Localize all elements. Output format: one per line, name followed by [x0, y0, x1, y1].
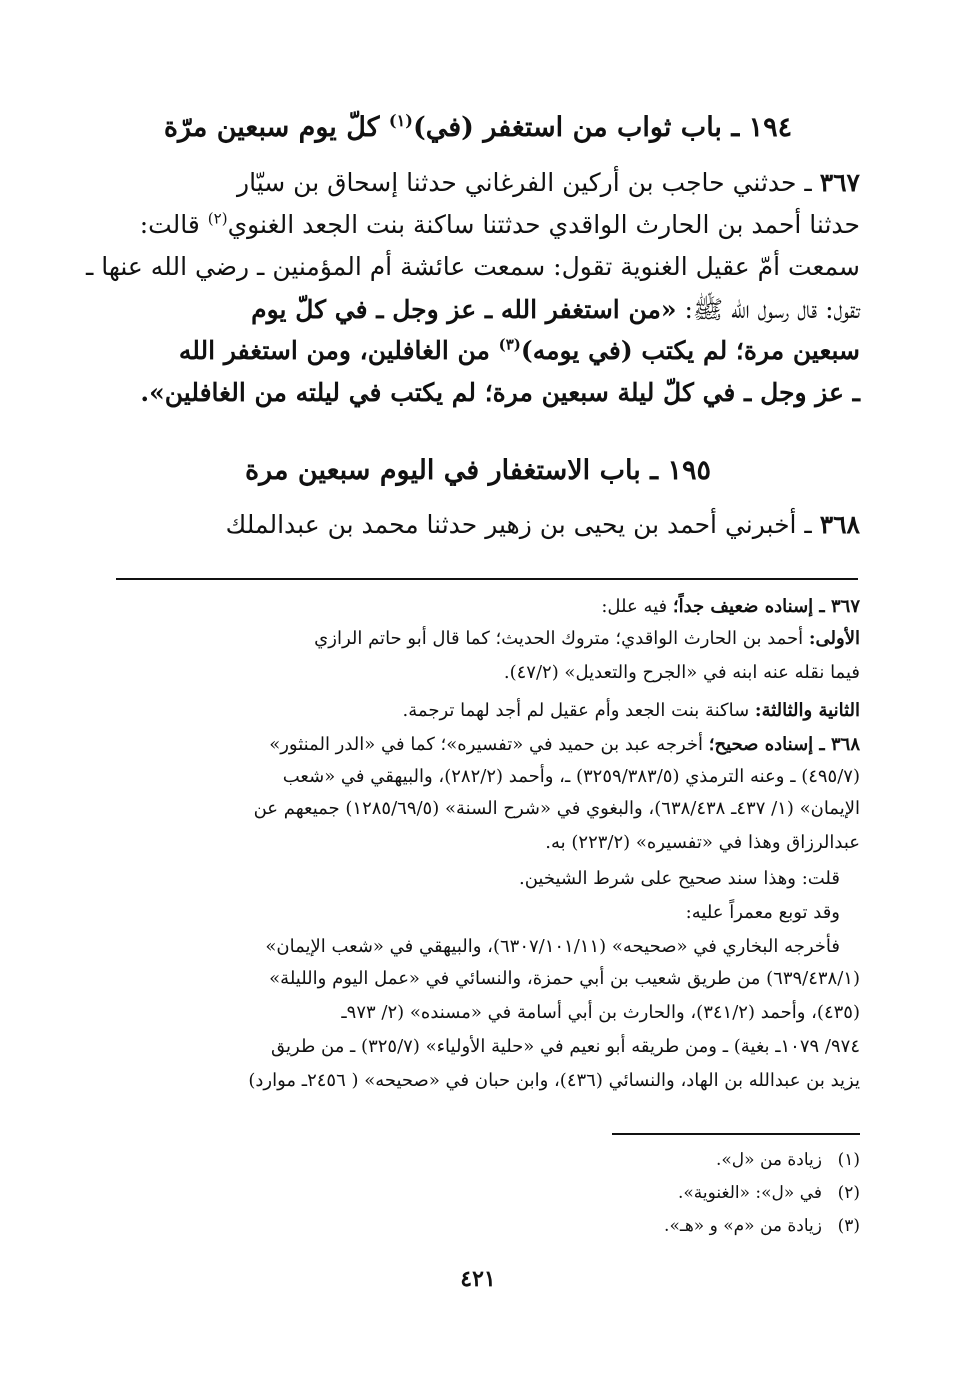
- note-line: الأولى: أحمد بن الحارث الواقدي؛ متروك الحديث؛ كما قال أبو حاتم الرازي: [314, 628, 860, 649]
- note-line: الثانية والثالثة: ساكنة بنت الجعد وأم عقيل لم أجد لهما ترجمة.: [402, 700, 860, 721]
- notes-divider: [116, 578, 858, 580]
- hadith-367-line: تقول: قال رسول الله ﷺ: «من استغفر الله ـ عز وجل ـ في كلّ يوم: [251, 295, 860, 324]
- chapter-195-title: ١٩٥ ـ باب الاستغفار في اليوم سبعين مرة: [245, 455, 711, 486]
- hadith-367-line: حدثنا أحمد بن الحارث الواقدي حدثتنا ساكنة بنت الجعد الغنوي$^{(٢)}$ قالت:: [139, 209, 860, 239]
- hadith-368-line: ٣٦٨ ـ أخبرني أحمد بن يحيى بن زهير حدثنا محمد بن عبدالملك: [225, 510, 860, 539]
- footnotes-divider: [612, 1133, 860, 1135]
- footnote-3: (٣)زيادة من «م» و «هـ».: [664, 1216, 860, 1236]
- page-number: ٤٢١: [460, 1266, 496, 1292]
- note-line: وقد توبع معمراً عليه:: [685, 902, 840, 923]
- chapter-194-title: ١٩٤ ـ باب ثواب من استغفر (في)$^{(١)}$ كلّ يوم سبعين مرّة: [163, 111, 793, 143]
- note-line: ٣٦٨ ـ إسناده صحيح؛ أخرجه عبد بن حميد في «تفسيره»؛ كما في «الدر المنثور»: [269, 734, 860, 755]
- hadith-367-line: ـ عز وجل ـ في كلّ ليلة سبعين مرة؛ لم يكتب في ليلته من الغافلين».: [140, 378, 860, 407]
- footnote-ref-1: (١): [388, 111, 413, 130]
- note-line: فأخرجه البخاري في «صحيحه» (٦٣٠٧/١٠١/١١)، والبيهقي في «شعب الإيمان»: [265, 936, 840, 957]
- note-line: قلت: وهذا سند صحيح على شرط الشيخين.: [519, 868, 840, 889]
- note-line: ٩٧٤/ ١٠٧٩ـ بغية) ـ ومن طريقه أبو نعيم في «حلية الأولياء» (٣٢٥/٧) ـ من طريق: [270, 1036, 860, 1057]
- footnote-ref-2: (٢): [207, 209, 228, 228]
- footnote-ref-3: (٣): [498, 335, 521, 354]
- hadith-367-line: سمعت أمّ عقيل الغنوية تقول: سمعت عائشة أم المؤمنين ـ رضي الله عنها ـ: [85, 252, 860, 281]
- hadith-367-line: سبعين مرة؛ لم يكتب (في يومه)$^{(٣)}$ من الغافلين، ومن استغفر الله: [178, 335, 860, 365]
- note-line: ٣٦٧ ـ إسناده ضعيف جداً؛ فيه علل:: [601, 596, 860, 617]
- note-line: (٤٣٥)، وأحمد (٣٤١/٢)، والحارث بن أبي أسامة في «مسنده» (٢/ ٩٧٣ـ: [341, 1002, 860, 1023]
- note-line: (٤٩٥/٧) ـ وعنه الترمذي (٣٢٥٩/٣٨٣/٥) ـ، وأحمد (٢٨٢/٢)، والبيهقي في «شعب: [282, 766, 860, 787]
- footnote-2: (٢)في «ل»: «الغنوية».: [677, 1183, 860, 1203]
- hadith-367-line: ٣٦٧ ـ حدثني حاجب بن أركين الفرغاني حدثنا إسحاق بن سيّار: [237, 168, 860, 197]
- note-line: عبدالرزاق وهذا في «تفسيره» (٢٢٣/٢) به.: [545, 832, 860, 853]
- note-line: الإيمان» (١/ ٤٣٧ـ ٦٣٨/٤٣٨)، والبغوي في «شرح السنة» (١٢٨٥/٦٩/٥) جميعهم عن: [253, 798, 860, 819]
- footnote-1: (١)زيادة من «ل».: [715, 1150, 860, 1170]
- note-line: يزيد بن عبدالله بن الهاد، والنسائي (٤٣٦)، وابن حبان في «صحيحه» ( ٢٤٥٦ـ موارد): [248, 1070, 860, 1091]
- note-line: فيما نقله عنه ابنه في «الجرح والتعديل» (٤٧/٢).: [503, 662, 860, 683]
- note-line: (٦٣٩/٤٣٨/١) من طريق شعيب بن أبي حمزة، والنسائي في «عمل اليوم والليلة»: [269, 968, 860, 989]
